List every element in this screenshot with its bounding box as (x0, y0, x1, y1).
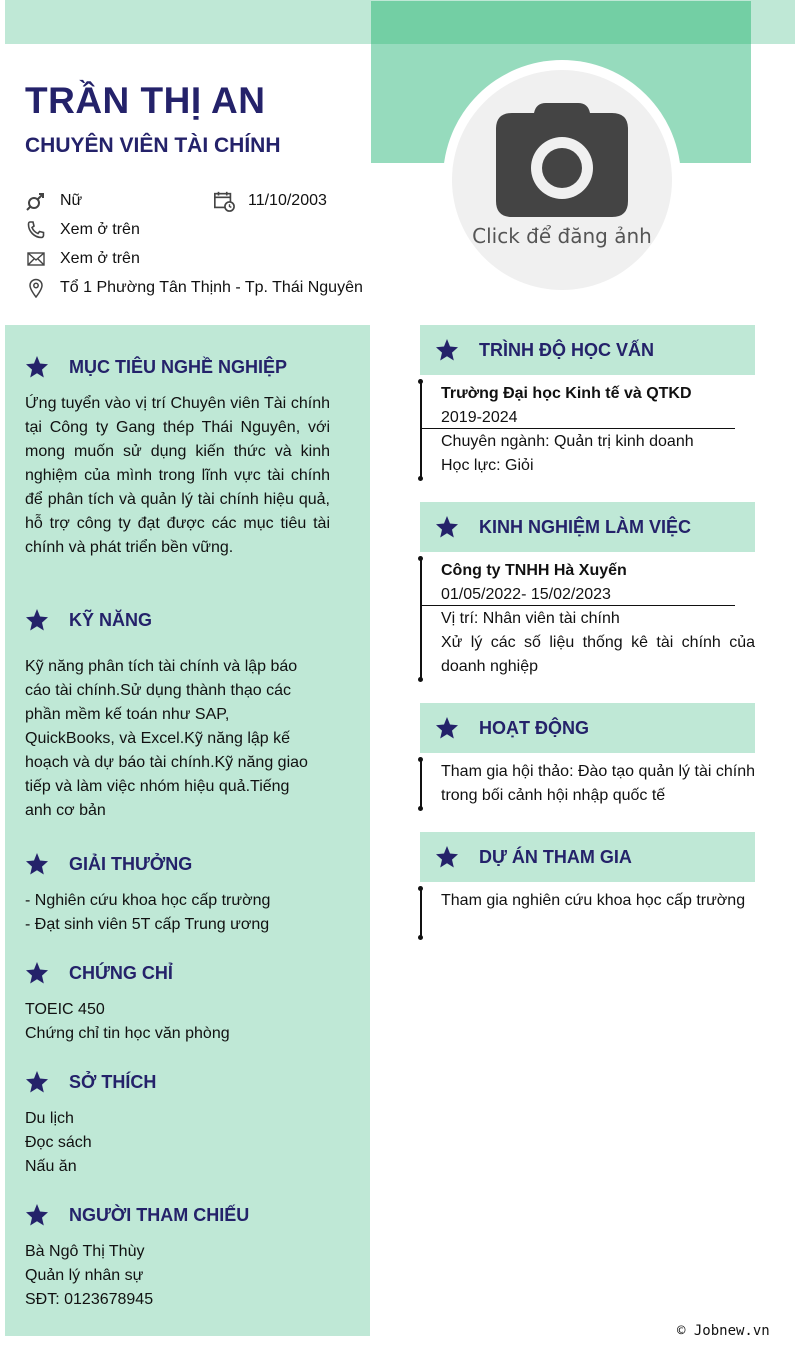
education-title: TRÌNH ĐỘ HỌC VẤN (479, 339, 654, 360)
star-icon (25, 355, 49, 379)
references-text (25, 1240, 345, 1312)
skills-line: Kỹ năng phân tích tài chính và lập báo (25, 658, 298, 675)
hobby-item: Đọc sách (25, 1134, 92, 1151)
experience-heading (420, 502, 755, 552)
footer-credit: © Jobnew.vn (677, 1323, 770, 1339)
projects-title: DỰ ÁN THAM GIA (479, 846, 632, 867)
address-value: Tổ 1 Phường Tân Thịnh - Tp. Thái Nguyên (60, 279, 363, 296)
email-value: Xem ở trên (60, 250, 140, 267)
timeline-dot (418, 757, 423, 762)
certificate-item: TOEIC 450 (25, 1001, 105, 1018)
timeline-dot (418, 806, 423, 811)
references-title: NGƯỜI THAM CHIẾU (69, 1204, 250, 1225)
experience-position: Vị trí: Nhân viên tài chính (441, 610, 620, 627)
star-icon (25, 1070, 49, 1094)
hobby-item: Nấu ăn (25, 1158, 77, 1175)
birthday-value: 11/10/2003 (248, 192, 327, 209)
activities-title: HOẠT ĐỘNG (479, 717, 589, 738)
gender-value: Nữ (60, 192, 83, 209)
skills-text (25, 655, 345, 823)
camera-icon[interactable] (496, 103, 628, 217)
awards-heading (25, 852, 192, 876)
star-icon (435, 716, 459, 740)
education-timeline (420, 381, 422, 478)
star-icon (25, 852, 49, 876)
timeline-dot (418, 886, 423, 891)
skills-line: phần mềm kế toán như SAP, (25, 706, 230, 723)
education-grade: Học lực: Giỏi (441, 457, 534, 474)
star-icon (25, 961, 49, 985)
education-entry (441, 382, 755, 478)
skills-line: cáo tài chính.Sử dụng thành thạo các (25, 682, 292, 699)
hobbies-text (25, 1107, 345, 1179)
activities-heading (420, 703, 755, 753)
certificate-item: Chứng chỉ tin học văn phòng (25, 1025, 230, 1042)
experience-timeline (420, 558, 422, 679)
email-row (25, 248, 140, 270)
awards-text (25, 889, 345, 937)
skills-heading (25, 608, 152, 632)
calendar-icon (213, 190, 235, 212)
job-title: CHUYÊN VIÊN TÀI CHÍNH (25, 134, 281, 157)
activities-timeline (420, 759, 422, 808)
education-heading (420, 325, 755, 375)
timeline-dot (418, 556, 423, 561)
company-name: Công ty TNHH Hà Xuyến (441, 562, 627, 579)
education-period: 2019-2024 (441, 409, 518, 426)
projects-heading (420, 832, 755, 882)
timeline-dot (418, 379, 423, 384)
skills-line: anh cơ bản (25, 802, 106, 819)
experience-period: 01/05/2022- 15/02/2023 (441, 586, 611, 603)
school-name: Trường Đại học Kinh tế và QTKD (441, 385, 692, 402)
certificates-heading (25, 961, 173, 985)
timeline-dot (418, 476, 423, 481)
photo-background-overlap (371, 1, 751, 44)
projects-timeline (420, 888, 422, 937)
award-item: - Nghiên cứu khoa học cấp trường (25, 892, 271, 909)
reference-line: Quản lý nhân sự (25, 1267, 144, 1284)
phone-value: Xem ở trên (60, 221, 140, 238)
birthday-row (213, 190, 327, 212)
timeline-dot (418, 677, 423, 682)
hobbies-heading (25, 1070, 156, 1094)
star-icon (435, 845, 459, 869)
gender-row (25, 190, 82, 212)
objective-title: MỤC TIÊU NGHỀ NGHIỆP (69, 356, 288, 377)
reference-line: Bà Ngô Thị Thùy (25, 1243, 145, 1260)
skills-title: KỸ NĂNG (69, 609, 153, 630)
references-heading (25, 1203, 249, 1227)
photo-upload-text[interactable]: Click để đăng ảnh (472, 224, 652, 248)
reference-line: SĐT: 0123678945 (25, 1291, 154, 1308)
objective-text: Ứng tuyển vào vị trí Chuyên viên Tài chính tại Công ty Gang thép Thái Nguyên, với mong muốn sử dụng kiến thức và kinh nghiệm của mình trong lĩnh vực tài chính để phân tích và quản lý tài chính hiệu quả, hỗ trợ công ty đạt được các mục tiêu tài chính và phát triển bền vững. (25, 395, 330, 556)
mail-icon (25, 248, 47, 270)
experience-title: KINH NGHIỆM LÀM VIỆC (479, 516, 692, 537)
star-icon (25, 1203, 49, 1227)
experience-entry (441, 559, 755, 679)
certificates-text (25, 998, 345, 1046)
star-icon (435, 338, 459, 362)
star-icon (25, 608, 49, 632)
experience-description: Xử lý các số liệu thống kê tài chính của doanh nghiệp (441, 634, 755, 675)
candidate-name: TRẦN THỊ AN (25, 80, 266, 121)
hobbies-title: SỞ THÍCH (69, 1071, 157, 1092)
hobby-item: Du lịch (25, 1110, 74, 1127)
activities-text: Tham gia hội thảo: Đào tạo quản lý tài chính trong bối cảnh hội nhập quốc tế (441, 763, 755, 804)
skills-line: QuickBooks, và Excel.Kỹ năng lập kế (25, 730, 291, 747)
address-row (25, 277, 363, 299)
award-item: - Đạt sinh viên 5T cấp Trung ương (25, 916, 270, 933)
timeline-dot (418, 935, 423, 940)
awards-title: GIẢI THƯỞNG (69, 853, 193, 874)
phone-icon (25, 219, 47, 241)
objective-heading (25, 355, 287, 379)
projects-text: Tham gia nghiên cứu khoa học cấp trường (441, 892, 746, 909)
certificates-title: CHỨNG CHỈ (69, 962, 173, 983)
location-pin-icon (25, 277, 47, 299)
education-major: Chuyên ngành: Quản trị kinh doanh (441, 433, 694, 450)
skills-line: hoạch và dự báo tài chính.Kỹ năng giao (25, 754, 308, 771)
star-icon (435, 515, 459, 539)
skills-line: tiếp và làm việc nhóm hiệu quả.Tiếng (25, 778, 290, 795)
gender-icon (25, 190, 47, 212)
phone-row (25, 219, 140, 241)
